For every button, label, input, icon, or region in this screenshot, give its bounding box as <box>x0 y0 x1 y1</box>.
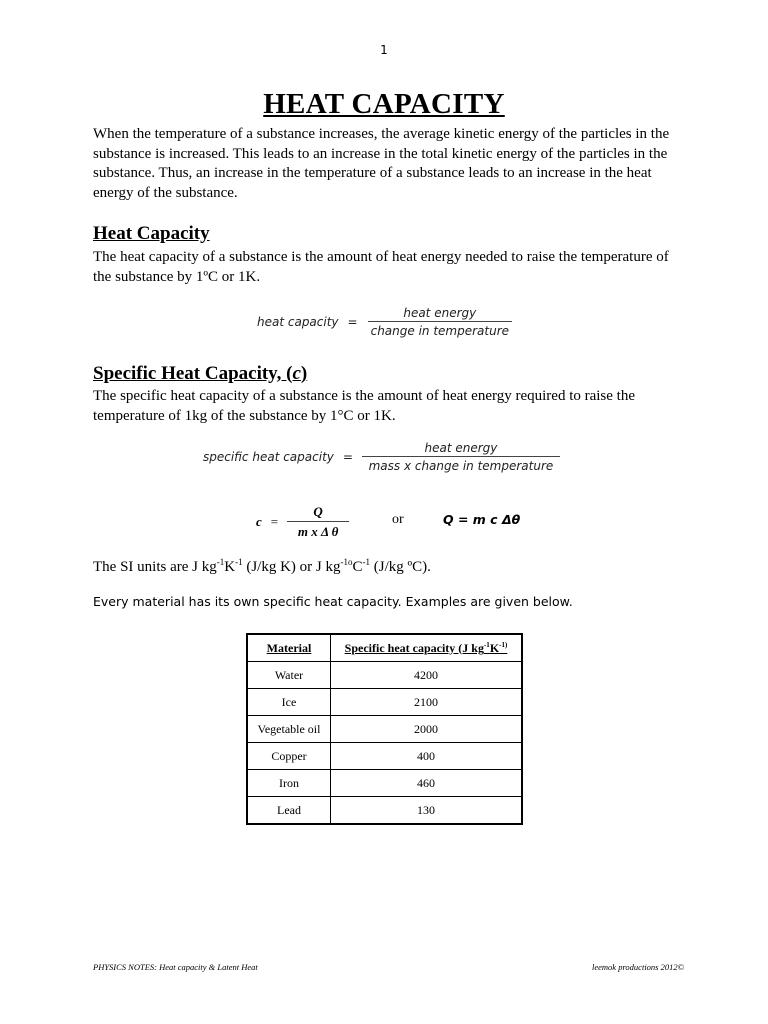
table-cell-material: Vegetable oil <box>247 716 331 743</box>
table-cell-material: Iron <box>247 770 331 797</box>
table-header-exp-2: -1) <box>499 640 508 649</box>
heat-capacity-definition: The heat capacity of a substance is the amount of heat energy needed to raise the temperature of the substance by 1ºC or 1K. <box>93 249 669 285</box>
formula-equals: = <box>347 315 358 329</box>
table-header-k: K <box>489 640 500 655</box>
table-row <box>247 797 522 825</box>
symbolic-formula-numerator: Q <box>287 504 349 522</box>
table-cell-material: Copper <box>247 743 331 770</box>
symbolic-formula-lhs: c <box>256 514 262 529</box>
table-row <box>247 743 522 770</box>
si-unit-k: K <box>224 559 236 575</box>
table-cell-material: Lead <box>247 797 331 825</box>
formula-fraction <box>367 306 513 338</box>
table-row <box>247 662 522 689</box>
table-cell-value: 4200 <box>331 662 523 689</box>
table-cell-material: Ice <box>247 689 331 716</box>
symbolic-formula-fraction <box>287 504 349 540</box>
si-unit-c: C <box>352 559 363 575</box>
si-exp-2: -1 <box>235 557 243 567</box>
si-exp-4: -1 <box>362 557 371 567</box>
si-exp-3: -1 <box>340 557 348 567</box>
specific-heat-heading-text: Specific Heat Capacity, ( <box>93 363 293 384</box>
specific-formula-fraction <box>362 441 560 473</box>
si-units-middle: (J/kg K) or J kg <box>242 559 341 575</box>
specific-heat-formula <box>203 441 560 473</box>
page-title: HEAT CAPACITY <box>263 88 505 120</box>
table-cell-value: 400 <box>331 743 523 770</box>
footer-right: leemok productions 2012© <box>592 962 685 972</box>
examples-note: Every material has its own specific heat capacity. Examples are given below. <box>93 594 573 609</box>
table-cell-value: 2000 <box>331 716 523 743</box>
symbolic-formula <box>256 504 349 540</box>
table-row <box>247 689 522 716</box>
specific-heat-definition: The specific heat capacity of a substance is the amount of heat energy required to raise the temperature of 1kg of the substance by 1°C or 1K. <box>93 388 635 424</box>
specific-heat-table <box>246 633 523 825</box>
table-cell-value: 460 <box>331 770 523 797</box>
symbolic-formula-equals: = <box>270 514 279 529</box>
table-cell-material: Water <box>247 662 331 689</box>
intro-paragraph: When the temperature of a substance increases, the average kinetic energy of the particles in the substance is increased. This leads to an increase in the total kinetic energy of the particles in the substance. Thus, an increase in the temperature of a substance leads to an increase in the heat energy of the substance. <box>93 126 670 201</box>
formula-or: or <box>392 512 404 527</box>
table-header-exp-1: -1 <box>483 640 490 649</box>
specific-heat-symbol: c <box>292 363 301 384</box>
table-row <box>247 770 522 797</box>
table-header-specific-heat <box>331 634 523 662</box>
specific-heat-heading <box>93 363 307 385</box>
formula-denominator: change in temperature <box>370 324 510 338</box>
specific-formula-denominator: mass x change in temperature <box>368 459 554 473</box>
heat-capacity-heading: Heat Capacity <box>93 223 210 244</box>
specific-formula-equals: = <box>342 450 353 464</box>
si-degree: o <box>348 557 353 567</box>
table-header-material: Material <box>247 634 331 662</box>
heat-capacity-formula <box>257 306 513 338</box>
table-header-row <box>247 634 522 662</box>
page-number: 1 <box>380 43 388 57</box>
symbolic-formula-denominator: m x Δ θ <box>297 524 339 539</box>
specific-formula-numerator: heat energy <box>362 441 560 457</box>
table-cell-value: 130 <box>331 797 523 825</box>
formula-lhs: heat capacity <box>257 315 339 329</box>
table-cell-value: 2100 <box>331 689 523 716</box>
specific-heat-heading-close: ) <box>300 363 308 384</box>
alt-formula: Q = m c Δθ <box>443 512 521 527</box>
si-units-line <box>93 553 683 578</box>
si-exp-1: -1 <box>216 557 225 567</box>
formula-numerator: heat energy <box>368 306 512 322</box>
si-units-prefix: The SI units are J kg <box>93 559 217 575</box>
specific-formula-lhs: specific heat capacity <box>203 450 334 464</box>
si-units-suffix: (J/kg ºC). <box>370 559 431 575</box>
table-row <box>247 716 522 743</box>
footer-left: PHYSICS NOTES: Heat capacity & Latent Heat <box>93 962 258 972</box>
table-header-text: Specific heat capacity (J kg <box>344 640 484 655</box>
